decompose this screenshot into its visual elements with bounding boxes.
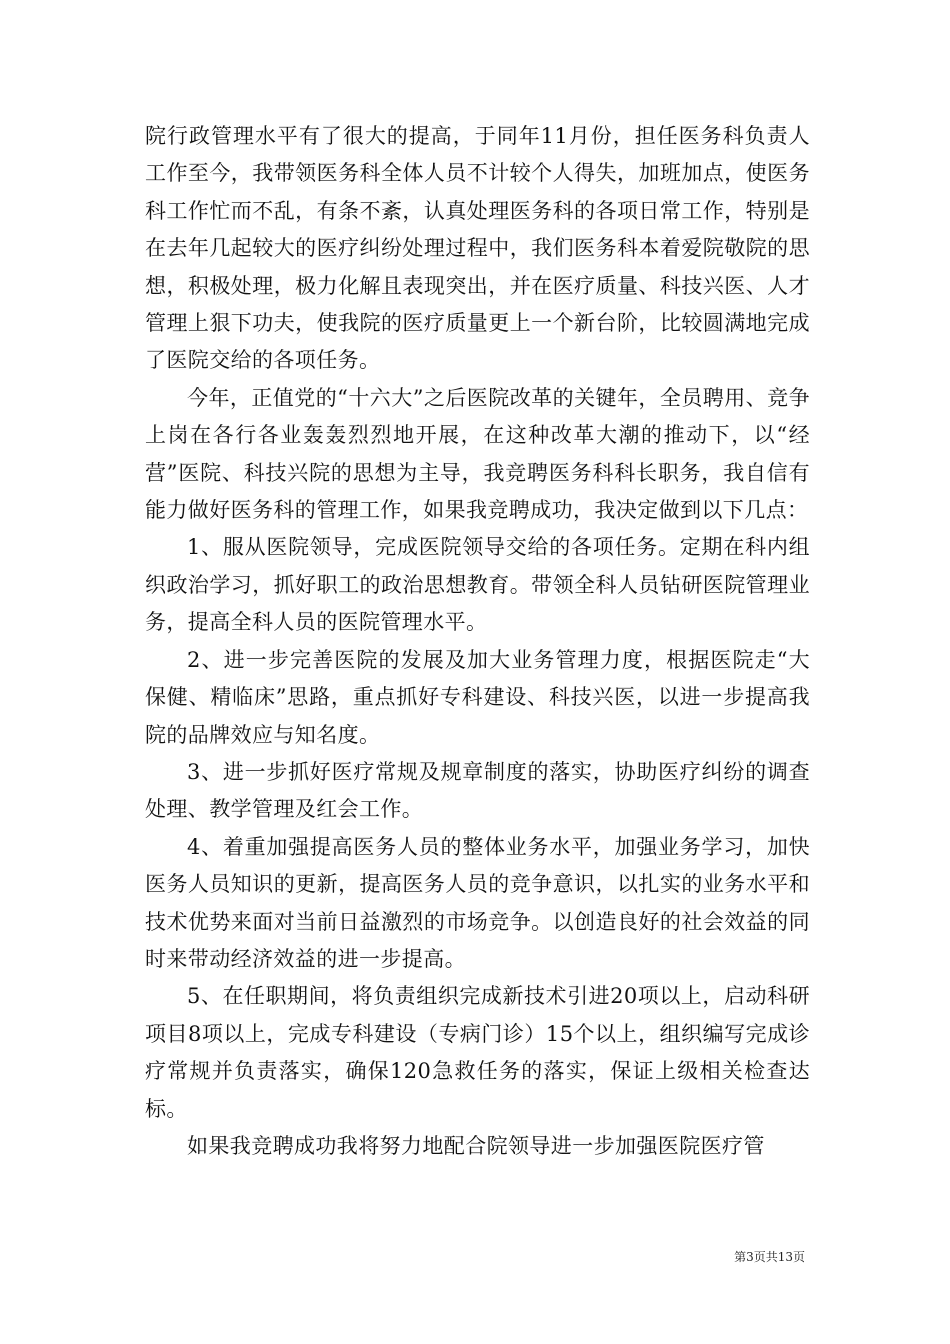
paragraph-item-4: 4、着重加强提高医务人员的整体业务水平，加强业务学习，加快医务人员知识的更新，提高医务人员的竞争意识，以扎实的业务水平和技术优势来面对当前日益激烈的市场竞争。以创造良好的社会效益的同时来带动经济效益的进一步提高。: [145, 834, 810, 971]
document-body: [145, 118, 810, 1165]
paragraph-item-1: 1、服从医院领导，完成医院领导交给的各项任务。定期在科内组织政治学习，抓好职工的政治思想教育。带领全科人员钻研医院管理业务，提高全科人员的医院管理水平。: [145, 535, 810, 635]
paragraph-item-3: 3、进一步抓好医疗常规及规章制度的落实，协助医疗纠纷的调查处理、教学管理及红会工作。: [145, 759, 810, 822]
paragraph-item-2: 2、进一步完善医院的发展及加大业务管理力度，根据医院走“大保健、精临床”思路，重点抓好专科建设、科技兴医，以进一步提高我院的品牌效应与知名度。: [145, 647, 810, 747]
paragraph-2: 今年，正值党的“十六大”之后医院改革的关键年，全员聘用、竞争上岗在各行各业轰轰烈烈地开展，在这种改革大潮的推动下，以“经营”医院、科技兴院的思想为主导，我竞聘医务科科长职务，我自信有能力做好医务科的管理工作，如果我竞聘成功，我决定做到以下几点：: [145, 385, 810, 523]
page-number-footer: 第3页共13页: [734, 1250, 805, 1264]
paragraph-closing: 如果我竞聘成功我将努力地配合院领导进一步加强医院医疗管: [187, 1133, 765, 1158]
paragraph-1: 院行政管理水平有了很大的提高，于同年11月份，担任医务科负责人工作至今，我带领医务科全体人员不计较个人得失，加班加点，使医务科工作忙而不乱，有条不紊，认真处理医务科的各项日常工作，特别是在去年几起较大的医疗纠纷处理过程中，我们医务科本着爱院敬院的思想，积极处理，极力化解且表现突出，并在医疗质量、科技兴医、人才管理上狠下功夫，使我院的医疗质量更上一个新台阶，比较圆满地完成了医院交给的各项任务。: [145, 124, 810, 373]
paragraph-item-5: 5、在任职期间，将负责组织完成新技术引进20项以上，启动科研项目8项以上，完成专科建设（专病门诊）15个以上，组织编写完成诊疗常规并负责落实，确保120急救任务的落实，保证上级相关检查达标。: [145, 984, 810, 1121]
